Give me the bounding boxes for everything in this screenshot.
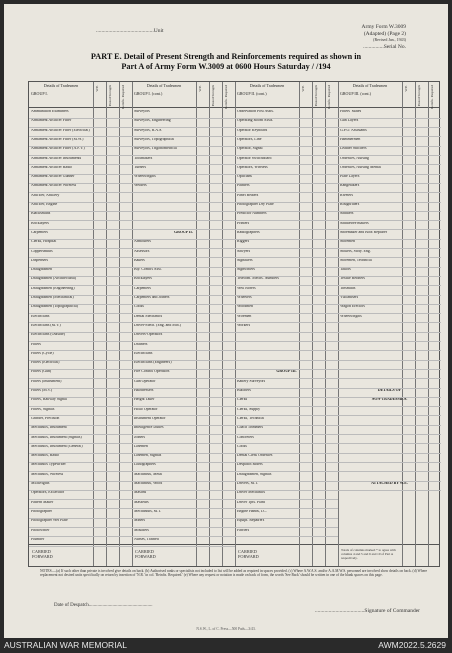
row-rule — [338, 453, 441, 454]
column-heading-text: Details of Tradesmen — [43, 83, 79, 88]
trade-cell: Orderlies, Nursing Mental — [340, 165, 381, 169]
watermark-bar — [0, 638, 452, 653]
row-rule — [132, 211, 235, 212]
trade-cell: Lithographers — [134, 463, 156, 467]
trade-cell: Fitters (Instrument) — [31, 379, 62, 383]
trade-cell: Dental Clerk Orderlies — [237, 454, 273, 458]
trade-cell: Draughtsmen — [31, 268, 52, 272]
sub-heading: Reinfts. Required — [224, 85, 228, 109]
trade-cell: Wheelwrights — [134, 175, 156, 179]
form-reference — [362, 24, 406, 50]
trade-cell: Mechanics, Instrument (General) — [31, 444, 83, 448]
row-rule — [132, 192, 235, 193]
trade-cell: Machinists, Metal — [134, 472, 163, 476]
trade-cell: Electricians — [134, 351, 153, 355]
row-rule — [338, 360, 441, 361]
trade-cell: Blacksmiths — [31, 212, 51, 216]
trade-cell: Pattern Maker — [31, 500, 54, 504]
trade-cell: Welders — [134, 184, 147, 188]
trade-cell: ATTACHED BY W.E. — [371, 482, 408, 485]
trade-cell: Driver Tpts. Plant — [237, 500, 265, 504]
trade-cell: Turners — [134, 165, 146, 169]
row-rule — [338, 415, 441, 416]
form-title-line2: Part A of Army Form W.3009 at 0600 Hours Saturday / /194 — [121, 62, 331, 71]
trade-cell: G.P.O. Assistants — [340, 128, 367, 132]
row-rule — [338, 425, 441, 426]
trade-cell: Linemen — [134, 444, 148, 448]
trade-cell: NON-TRADESMEN. — [371, 398, 408, 402]
trade-cell: Clerks, Technical — [237, 416, 265, 420]
trade-cell: Operators, Line — [237, 137, 262, 141]
column-group-label: GROUP I. — [31, 90, 48, 96]
trade-cell: Shoemaker and Boot Repairer — [340, 230, 387, 234]
trade-cell: Grinder, Precision — [31, 416, 60, 420]
trade-cell: Carpenters and Joiners — [134, 296, 170, 299]
trade-cell: Linemen, Signals — [134, 454, 162, 458]
row-rule — [338, 350, 441, 351]
trade-cell: Electricians (M.V.) — [31, 323, 61, 327]
trade-cell: Operator Switchboard — [237, 156, 272, 160]
trade-cell: Gun Layers — [340, 119, 359, 123]
sub-heading: Posted Strength — [417, 85, 421, 107]
column-heading — [237, 84, 297, 96]
trade-cell: Intelligence Duties — [134, 426, 164, 430]
trade-cell: Panel Beaters — [237, 193, 259, 197]
trade-cell: Equipt. Repairers — [237, 519, 265, 523]
trade-cell: Telecom. Mechs. Numbers — [237, 277, 279, 281]
trade-cell: Bty. Comd's Asst. — [134, 268, 162, 272]
trade-cell: Printers — [237, 221, 250, 225]
trade-cell: Well Borers — [237, 286, 256, 290]
trade-cell: Textile Refiners — [340, 277, 365, 281]
trade-cell: Coach Trimmers — [237, 426, 264, 430]
trade-cell: Drivers-Operators — [134, 333, 163, 337]
column-heading-text: Details of Tradesmen — [352, 83, 388, 88]
trade-cell: Armourers — [134, 240, 151, 244]
trade-cell: Butchers — [237, 389, 251, 392]
serial-label: ...............Serial No. — [363, 43, 406, 50]
trade-cell: Drainers — [134, 342, 148, 346]
trade-cell: Mechanists, M.T. — [134, 509, 162, 513]
sub-heading: Posted Strength — [108, 85, 112, 107]
trade-cell: Armament Artificer Fitter (M.W.) — [31, 137, 84, 141]
column-heading — [134, 84, 194, 96]
trade-cell: Fitters (Cycle) — [31, 351, 54, 355]
trade-cell: Bakers — [134, 258, 145, 262]
trade-cell: GROUP II. — [174, 230, 193, 234]
column-group-label: GROUP III. (cont.) — [340, 90, 371, 96]
sub-heading: Posted Strength — [211, 85, 215, 107]
form-sheet — [4, 4, 448, 638]
trade-cell: Wheelwrights — [340, 314, 362, 318]
unit-label: ..........................................Unit — [96, 28, 164, 34]
trade-cell: Surveyors — [134, 110, 150, 113]
trade-cell: Saddlers — [340, 212, 354, 216]
trade-cell: Riggers — [237, 240, 250, 244]
column-group-label: GROUP II. (cont.) — [237, 90, 267, 96]
header-divider — [29, 107, 439, 108]
trade-cell: Clerks — [237, 398, 248, 402]
trade-cell: Despatch Riders — [237, 463, 263, 467]
trade-cell: Fitters' Mates — [340, 110, 362, 113]
trade-cell: Storemen — [340, 240, 355, 244]
trade-cell: Draughtsmen (Mechanical) — [31, 296, 74, 299]
trade-cell: Opticians — [237, 175, 252, 179]
trade-cell: GROUP III. — [276, 370, 297, 374]
trade-cell: Driver-Mech. (Eng. and Mot.) — [134, 323, 182, 327]
row-rule — [338, 322, 441, 323]
form-name: Army Form W.3009 — [361, 24, 406, 30]
trade-cell: Masseurs — [134, 500, 149, 504]
trade-cell: Sawyers — [237, 249, 251, 253]
trade-cell: Wheelers — [237, 296, 252, 299]
row-rule — [235, 332, 338, 333]
watermark-source: AUSTRALIAN WAR MEMORIAL — [4, 640, 127, 650]
row-rule — [338, 332, 441, 333]
trade-cell: Engine Hands, I.C. — [237, 509, 267, 513]
trade-cell: Storemen, Technical — [340, 258, 372, 262]
row-rule — [235, 341, 338, 342]
trade-cell: Leather Stitchers — [340, 147, 367, 151]
carried-forward: CARRIED FORWARD — [238, 549, 259, 559]
form-notes: NOTES.—(a) If such other than private is involved give details on back. (b) Authorised ranks or specialists not included to list will be added as required in spaces provided. (c) Where A.W.A.S. and/or A.A.M.W.S. personnel are involved show details on back. (d) Where replacement not desired units specifically on return by insertion of 'N.R.' in col. 'Reinfts. Required.' (e) Where any request or notation is made on back of form, the words 'See Back' should be written in one of the blank spaces on this page. — [40, 569, 428, 578]
form-title-line1: PART E. Detail of Present Strength and Reinforcements required as shown in — [90, 52, 362, 61]
row-rule — [338, 434, 441, 435]
trade-cell: Armament Artificer Instruments — [31, 156, 82, 160]
row-rule — [338, 443, 441, 444]
trade-cell: Operator Keyboard — [237, 128, 268, 132]
commander-signature: ....................................Signature of Commander — [314, 608, 420, 614]
trade-cell: Signallers — [237, 258, 253, 262]
trade-cell: Bricklayers — [134, 277, 152, 281]
trade-cell: Fitters — [31, 342, 41, 346]
row-rule — [338, 462, 441, 463]
row-rule — [338, 341, 441, 342]
trade-cell: Saddletree makers — [340, 221, 369, 225]
trade-cell: Moulders — [134, 528, 149, 532]
trade-cell: Woodmen — [237, 305, 253, 309]
trade-cell: Fitters (Electrical) — [31, 361, 60, 365]
trade-cell: Farriers — [237, 528, 250, 532]
column-heading — [31, 84, 91, 96]
row-rule — [132, 220, 235, 221]
trade-cell: Joiners — [134, 435, 146, 439]
row-rule — [235, 536, 338, 537]
trade-cell: Battery Surveyors — [237, 379, 266, 383]
column-heading-text: Details of Tradesmen — [249, 83, 285, 88]
trade-cell: Armament Artificer Wireless — [31, 184, 77, 188]
column-group-label: GROUP I. (cont.) — [134, 90, 163, 96]
trade-cell: Predictor Numbers — [237, 212, 267, 216]
carried-forward: CARRIED FORWARD — [135, 549, 156, 559]
sub-heading: W.E. — [404, 85, 408, 92]
sub-heading: Reinfts. Required — [430, 85, 434, 109]
trade-cell: Bricklayers — [31, 221, 49, 225]
row-rule — [338, 490, 441, 491]
sub-heading: Reinfts. Required — [327, 85, 331, 109]
carried-forward: CARRIED FORWARD — [32, 549, 53, 559]
trade-cell: Rangetakers — [340, 184, 360, 188]
trade-cell: Orderlies, Nursing — [340, 156, 369, 160]
form-adapted: (Adapted) (Page 2) — [363, 30, 406, 37]
trade-cell: Photowriter — [31, 528, 50, 532]
trade-cell: Instrument Operator — [134, 416, 166, 420]
date-of-despatch: Date of Despatch................................................... — [54, 603, 153, 608]
trade-cell: Armament Artificer Gunner — [31, 175, 75, 179]
trade-cell: Radiographers — [237, 230, 260, 234]
row-rule — [235, 360, 338, 361]
row-rule — [338, 378, 441, 379]
trade-cell: Nurses, Trained — [134, 537, 159, 541]
trade-cell: Plate Layers — [340, 175, 360, 179]
trade-cell: Drivers, M.T. — [237, 482, 259, 485]
trade-cell: Draughtsmen (Topographical) — [31, 305, 78, 309]
trade-cell: Dental Mechanics — [134, 314, 163, 318]
sub-heading: Posted Strength — [314, 85, 318, 107]
row-rule — [235, 350, 338, 351]
trade-cell: Clerks, Hospital — [31, 240, 57, 244]
trade-cell: Signwriters — [237, 268, 255, 272]
sub-heading: W.E. — [95, 85, 99, 92]
trade-cell: Operator, Signal — [237, 147, 263, 151]
trade-cell: Fire Control Operators — [134, 370, 170, 374]
trade-cell: Armament Artificer Radio — [31, 165, 73, 169]
trade-cell: Fitters, Railway Signal — [31, 398, 67, 402]
trade-cell: Surveyors, Trigonometrical — [134, 147, 177, 151]
trade-cell: Wiremen — [237, 314, 252, 318]
trade-cell: Clerks, Supply — [237, 407, 261, 411]
form-revised: (Revised Jan., 1943) — [373, 37, 406, 42]
trade-cell: Photographer Wet Plate — [31, 519, 68, 523]
trade-cell: Artificer, Artillery — [31, 193, 60, 197]
trade-cell: Photographer Dry Plate — [237, 203, 274, 206]
trade-cell: Armament Artificer Fitter (Electrical) — [31, 128, 90, 132]
trade-cell: Cooks — [134, 305, 144, 309]
trade-cell: Draughtsmen (Architectural) — [31, 277, 77, 281]
trade-cell: Height Taker — [134, 398, 155, 402]
trade-cell: Vulcanisers — [340, 296, 359, 299]
row-rule — [132, 546, 235, 547]
trade-cell: Mechanics, Wireless — [31, 472, 64, 476]
trade-cell: Surveyors, R.A.S. — [134, 128, 163, 132]
trade-cell: Driver Mechanics — [237, 491, 265, 495]
trade-cell: Millwrights — [31, 482, 50, 485]
trade-cell: Plumber — [31, 537, 45, 541]
sub-heading: W.E. — [301, 85, 305, 92]
row-rule — [29, 546, 132, 547]
row-rule — [338, 406, 441, 407]
trade-cell: Concreters — [237, 435, 254, 439]
trade-cell: Draughtsmen, Signals — [237, 472, 272, 476]
row-rule — [338, 471, 441, 472]
strength-table — [28, 81, 440, 567]
trade-cell: Machinists, Wood — [134, 482, 163, 485]
trade-cell: Workers — [237, 323, 251, 327]
trade-cell: Surveyors, Engineering — [134, 119, 171, 123]
carried-forward: Totals of columns marked * to agree with columns 4 and 5 and 6 and 10 of Part A respectively. — [341, 548, 396, 560]
sub-heading: W.E. — [198, 85, 202, 92]
trade-cell: Armament Artificer Fitter — [31, 119, 72, 123]
trade-cell: Fitters, Signals — [31, 407, 55, 411]
trade-cell: Stokers, Stoty. Eng. — [340, 249, 371, 253]
trade-cell: Mechanics, Instrument — [31, 426, 67, 430]
trade-cell: Armament Artificer Fitter (A.F.V.) — [31, 147, 85, 151]
trade-cell: Carpenters — [134, 286, 151, 290]
trade-cell: Operators, Excavator — [31, 491, 65, 495]
trade-cell: Roughriders — [340, 203, 360, 206]
trade-cell: Miners — [134, 519, 146, 523]
row-rule — [132, 202, 235, 203]
trade-cell: Tinsmiths — [340, 286, 356, 290]
trade-cell: Artificer, Engine — [31, 203, 58, 206]
row-rule — [338, 369, 441, 370]
trade-cell: Wagon Erectors — [340, 305, 365, 309]
trade-cell: Hairdressers — [134, 389, 154, 392]
trade-cell: Dispensers — [31, 258, 49, 262]
trade-cell: Observation Post Assts. — [237, 110, 274, 113]
trade-cell: Toolmakers — [134, 156, 153, 160]
trade-cell: Operating Room Assts. — [237, 119, 274, 123]
sub-heading: Reinfts. Required — [121, 85, 125, 109]
printer-imprint: N.S.W., L. of C. Press—500 Pads—3/43. — [196, 627, 256, 631]
trade-cell: Electricians — [31, 314, 50, 318]
trade-cell: Carpenters — [31, 230, 48, 234]
trade-cell: Riveters — [340, 193, 353, 197]
trade-cell: Tailors — [340, 268, 351, 272]
trade-cell: Mechanics Typewriter — [31, 463, 66, 467]
trade-cell: Masons — [134, 491, 147, 495]
trade-cell: Cooks — [237, 444, 247, 448]
watermark-ref: AWM2022.5.2629 — [378, 640, 446, 650]
trade-cell: Operators, Wireless — [237, 165, 268, 169]
trade-cell: Gun Operator — [134, 379, 156, 383]
column-heading-text: Details of Tradesmen — [146, 83, 182, 88]
trade-cell: Assessors — [134, 249, 150, 253]
trade-cell: Hammermen — [340, 137, 361, 141]
trade-cell: Ammunition Examiners — [31, 110, 69, 113]
trade-cell: Mechanics, Instrument (Signals) — [31, 435, 82, 439]
trade-cell: Fitters (M.V.) — [31, 389, 53, 392]
trade-cell: Electricians (Outside) — [31, 333, 66, 337]
trade-cell: Electricians (Engineers) — [134, 361, 172, 365]
trade-cell: Fitters (Gun) — [31, 370, 52, 374]
column-heading — [340, 84, 400, 96]
trade-cell: Surveyors, Topographical — [134, 137, 175, 141]
trade-cell: Photographer — [31, 509, 52, 513]
trade-cell: Painters — [237, 184, 250, 188]
trade-cell: Mechanics, Radio — [31, 454, 60, 458]
trade-cell: Hollo Operator — [134, 407, 158, 411]
trade-cell: Draughtsmen (Engineering) — [31, 286, 75, 290]
trade-cell: DETAILS OF — [377, 389, 402, 392]
trade-cell: Coppersmiths — [31, 249, 53, 253]
